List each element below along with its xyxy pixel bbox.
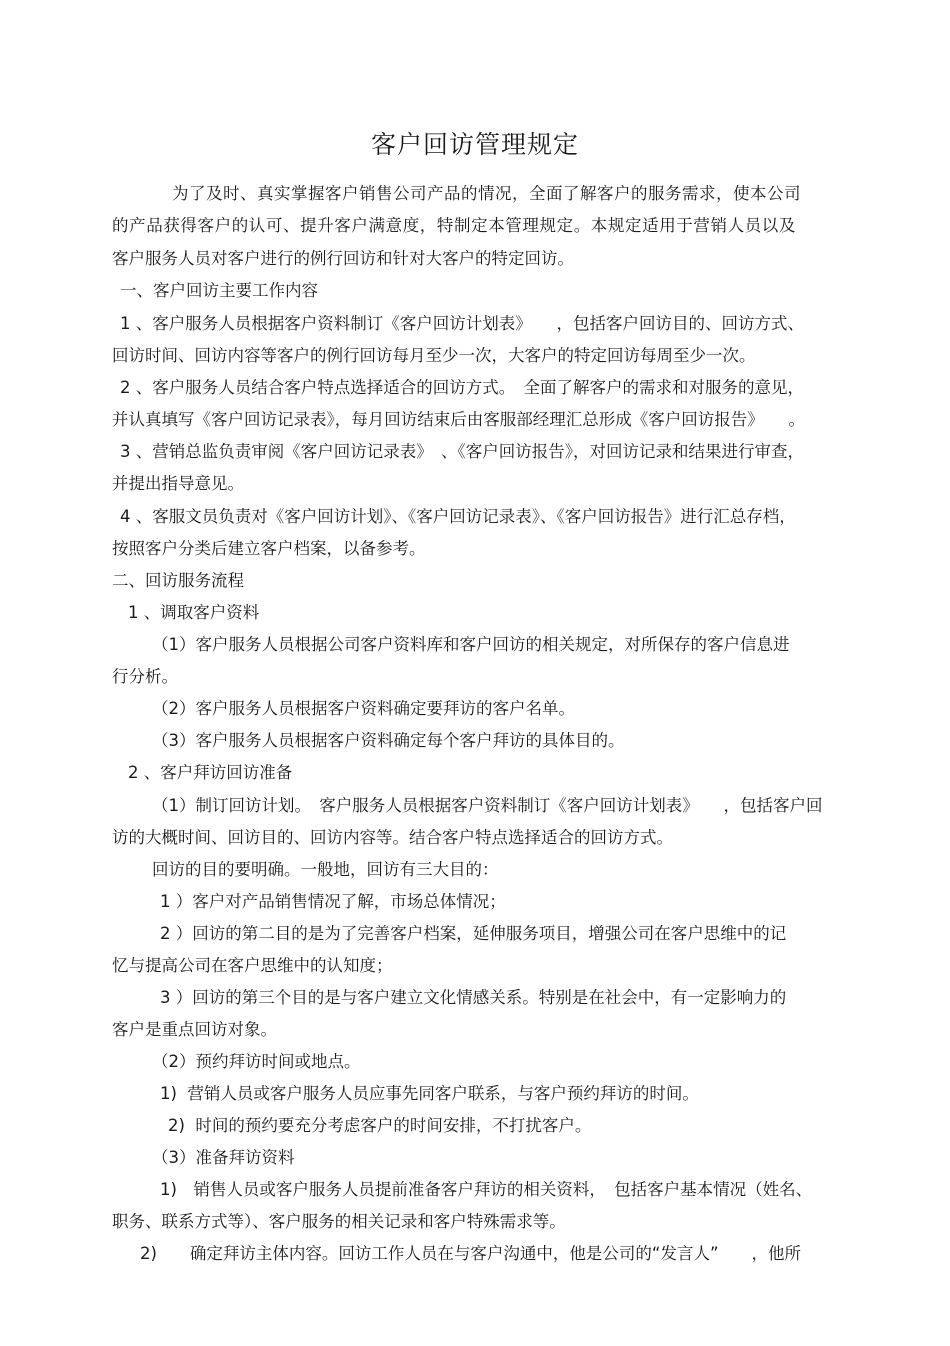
paragraph-line: 回访时间、回访内容等客户的例行回访每月至少一次，大客户的特定回访每周至少一次。 (112, 346, 756, 365)
paragraph-line: 回访的目的要明确。一般地，回访有三大目的： (152, 860, 499, 879)
document-title: 客户回访管理规定 (370, 130, 579, 159)
list-item: 2 ）回访的第二目的是为了完善客户档案，延伸服务项目，增强公司在客户思维中的记 (160, 924, 787, 943)
paragraph-line: 1 、客户服务人员根据客户资料制订《客户回访计划表》 ，包括客户回访目的、回访方式、 (120, 314, 804, 333)
paragraph-line: 按照客户分类后建立客户档案，以备参考。 (112, 539, 426, 558)
list-item: 1) 营销人员或客户服务人员应事先同客户联系，与客户预约拜访的时间。 (160, 1084, 699, 1103)
paragraph-line: 客户服务人员对客户进行的例行回访和针对大客户的特定回访。 (112, 249, 574, 268)
paragraph-line: 的产品获得客户的认可、提升客户满意度，特制定本管理规定。本规定适用于营销人员以及 (112, 216, 796, 235)
list-item: 3 ）回访的第三个目的是与客户建立文化情感关系。特别是在社会中，有一定影响力的 (160, 988, 787, 1007)
paragraph-line: （3）准备拜访资料 (152, 1148, 295, 1167)
paragraph-line: （2）客户服务人员根据客户资料确定要拜访的客户名单。 (152, 699, 575, 718)
list-item: 2) 确定拜访主体内容。回访工作人员在与客户沟通中，他是公司的“发言人” ，他所 (140, 1244, 802, 1263)
paragraph-line: （1）客户服务人员根据公司客户资料库和客户回访的相关规定，对所保存的客户信息进 (152, 635, 790, 654)
list-item: 1 ）客户对产品销售情况了解，市场总体情况； (160, 892, 506, 911)
paragraph-line: （3）客户服务人员根据客户资料确定每个客户拜访的具体目的。 (152, 731, 625, 750)
paragraph-line: 客户是重点回访对象。 (112, 1020, 277, 1039)
paragraph-line: 3 、营销总监负责审阅《客户回访记录表》 、《客户回访报告》，对回访记录和结果进行审查， (120, 442, 804, 461)
paragraph-line: 4 、客服文员负责对《客户回访计划》、《客户回访记录表》、《客户回访报告》进行汇总存档， (120, 507, 796, 526)
paragraph-line: 访的大概时间、回访目的、回访内容等。结合客户特点选择适合的回访方式。 (112, 828, 673, 847)
paragraph-line: 并提出指导意见。 (112, 474, 244, 493)
paragraph-line: 并认真填写《客户回访记录表》，每月回访结束后由客服部经理汇总形成《客户回访报告》 。 (112, 410, 805, 429)
section-heading: 二、回访服务流程 (112, 571, 244, 590)
paragraph-line: （1）制订回访计划。 客户服务人员根据客户资料制订《客户回访计划表》 ，包括客户回 (152, 796, 823, 815)
subsection-heading: 2 、客户拜访回访准备 (128, 763, 293, 782)
list-item: 2) 时间的预约要充分考虑客户的时间安排，不打扰客户。 (168, 1116, 592, 1135)
paragraph-line: 为了及时、真实掌握客户销售公司产品的情况，全面了解客户的服务需求，使本公司 (172, 184, 801, 203)
paragraph-line: 忆与提高公司在客户思维中的认知度； (112, 956, 393, 975)
subsection-heading: 1 、调取客户资料 (128, 603, 260, 622)
paragraph-line: 2 、客户服务人员结合客户特点选择适合的回访方式。 全面了解客户的需求和对服务的意见， (120, 378, 804, 397)
section-heading: 一、客户回访主要工作内容 (120, 281, 318, 300)
paragraph-line: 行分析。 (112, 667, 178, 686)
paragraph-line: （2）预约拜访时间或地点。 (152, 1052, 361, 1071)
list-item: 1) 销售人员或客户服务人员提前准备客户拜访的相关资料， 包括客户基本情况（姓名、 (160, 1180, 813, 1199)
paragraph-line: 职务、联系方式等）、客户服务的相关记录和客户特殊需求等。 (112, 1212, 566, 1231)
